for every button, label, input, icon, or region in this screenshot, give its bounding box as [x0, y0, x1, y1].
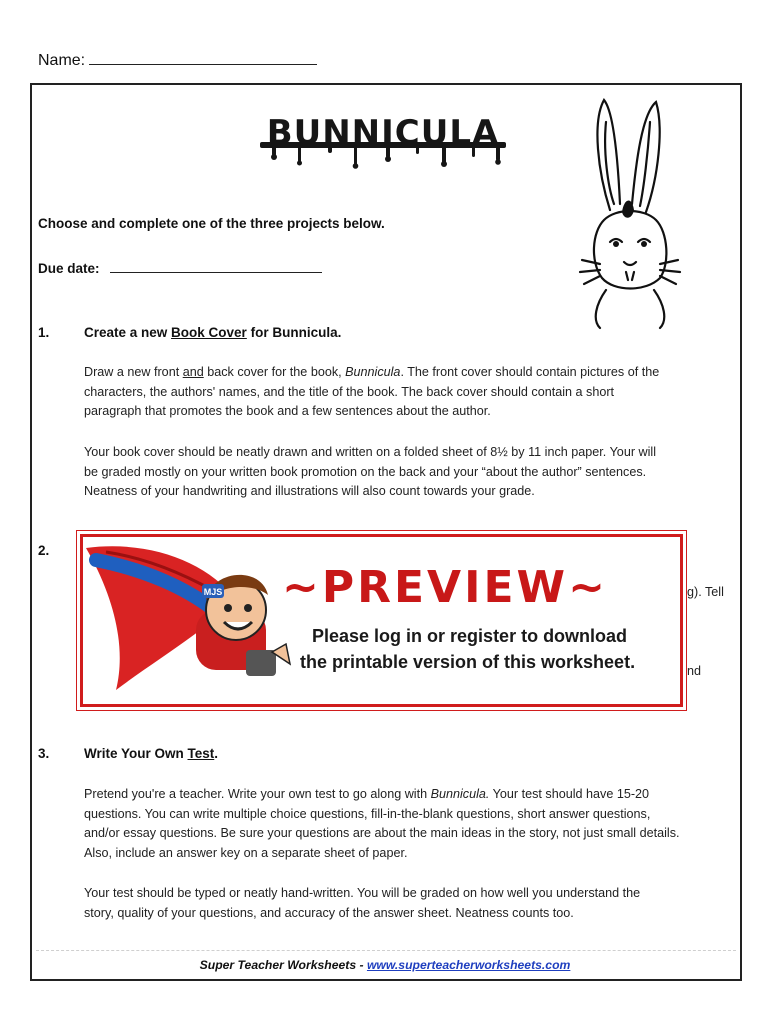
footer-url-link[interactable]: www.superteacherworksheets.com [366, 958, 571, 972]
project1-heading-underlined: Book Cover [171, 325, 247, 340]
project1-number: 1. [38, 325, 50, 340]
book-title-text: BUNNICULA [266, 113, 500, 153]
project3-p2-line1: Your test should be typed or neatly hand-written. You will be graded on how well you understand the [84, 886, 641, 900]
superhero-mascot-icon [86, 540, 306, 700]
footer-brand: Super Teacher Worksheets - [199, 958, 367, 972]
project1-p2-line3: Neatness of your handwriting and illustrations will also count towards your grade. [84, 484, 535, 499]
project3-p1-line3: and/or essay questions. Be sure your questions are about the main ideas in the story, not just small details. [84, 826, 680, 841]
project3-heading [84, 746, 218, 761]
project3-paragraph-2 [84, 884, 730, 923]
project3-heading-text: Write Your Own [84, 746, 188, 761]
name-label: Name: [38, 52, 86, 69]
project1-p2-line2: be graded mostly on your written book promotion on the back and your “about the author” sentences. [84, 464, 647, 479]
bunnicula-title-logo [258, 108, 508, 170]
footer-divider [36, 950, 736, 951]
bunny-illustration [570, 92, 690, 332]
project1-paragraph-1 [84, 363, 730, 422]
project1-heading-text: Create a new [84, 325, 172, 340]
project3-p1-line2: questions. You can write multiple choice questions, fill-in-the-blank questions, short answer questions, [84, 806, 651, 821]
project3-number: 3. [38, 746, 50, 761]
footer [0, 958, 770, 972]
project2-fragment-1: g). Tell [687, 585, 724, 599]
name-field [38, 50, 317, 70]
due-date-field [38, 260, 322, 276]
project2-fragment-2: nd [687, 664, 702, 678]
project1-heading [84, 325, 341, 340]
project1-p1-line2: characters, the authors' names, and the title of the book. The back cover should contain a short [84, 384, 615, 399]
due-date-label: Due date: [38, 261, 100, 276]
project1-paragraph-2 [84, 443, 730, 502]
project3-heading-tail: . [214, 746, 219, 761]
project1-p1-line1: Draw a new front and back cover for the book, Bunnicula. The front cover should contain pictures of the [84, 365, 660, 379]
project3-p2-line2: story, quality of your questions, and accuracy of the answer sheet. Neatness counts too. [84, 905, 574, 920]
project1-p2-line1: Your book cover should be neatly drawn and written on a folded sheet of 8½ by 11 inch paper. Your will [84, 445, 656, 459]
due-date-blank[interactable] [110, 260, 322, 273]
name-blank[interactable] [89, 50, 317, 65]
project3-heading-underlined: Test [187, 746, 215, 761]
project3-p1-line4: Also, include an answer key on a separate sheet of paper. [84, 845, 408, 860]
preview-message-line1: Please log in or register to download [312, 626, 628, 646]
project1-heading-tail: for Bunnicula. [246, 325, 342, 340]
instructions: Choose and complete one of the three projects below. [38, 216, 385, 231]
project2-number: 2. [38, 543, 50, 558]
mascot-badge-text: MJS [203, 587, 223, 597]
preview-title: ~PREVIEW~ [282, 562, 608, 613]
project3-paragraph-1 [84, 785, 730, 863]
project1-p1-line3: paragraph that promotes the book and a few sentences about the author. [84, 404, 491, 419]
project3-p1-line1: Pretend you're a teacher. Write your own test to go along with Bunnicula. Your test should have 15-20 [84, 787, 650, 801]
preview-message-line2: the printable version of this worksheet. [300, 652, 636, 672]
